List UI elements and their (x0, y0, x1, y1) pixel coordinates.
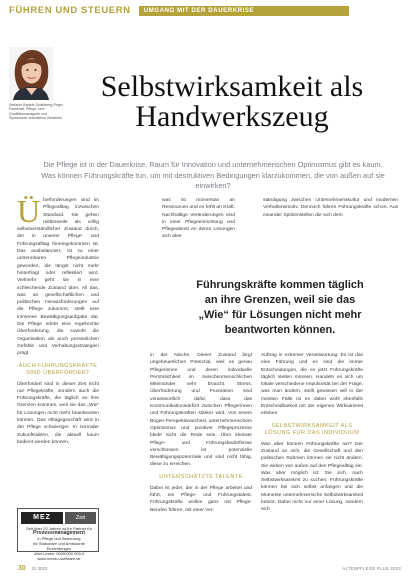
subheading-1: AUCH FÜHRUNGSKRÄFTE SIND ÜBERFORDERT (18, 362, 98, 376)
ad-website-link[interactable]: www.mezzo-software.de (37, 556, 81, 561)
article-lead: Die Pflege ist in der Dauerkrise. Raum für Innovation und unternehmerischen Optimismus gibt es kaum. Was können Führungskräfte tun, um mit destruktiven Bedingungen klarzukommen, die von außen auf sie einwirken? (41, 160, 385, 190)
page-number: 30 (18, 565, 26, 572)
subheading-2: UNTERSCHÄTZTE TALENTE (159, 473, 243, 480)
page-footer (0, 563, 413, 575)
article-column-2-bottom (150, 352, 252, 514)
author-portrait-icon (9, 47, 53, 100)
headline-line-1: Selbstwirksamkeit als (100, 70, 364, 103)
headline-line-2: Handwerkszeug (135, 100, 329, 133)
ad-line-3: in Pflege und Betreuung (37, 536, 81, 541)
ad-line-2: Prozessmanagement (33, 530, 85, 536)
pull-quote-line-4: beantworten können. (224, 324, 336, 336)
subheading-3: SELBSTWIRKSAMKEIT ALS LÖSUNG FÜR DAS INDIVIDUUM (264, 422, 360, 436)
ad-line-4: für Stationäre und Ambulante Einrichtungen (33, 541, 85, 551)
drop-cap: Ü (17, 193, 41, 229)
pull-quote (162, 278, 398, 338)
pull-quote-line-3: „Wie“ für Lösungen nicht mehr (198, 309, 362, 321)
column-3-paragraph-1: ständigung zwischen Unternehmenskultur und modernen Verhaltensmotiv. Dennoch führen Führungskräfte schon. Aus einander Spitzenstellen die sich dem (263, 198, 398, 218)
column-3-paragraph-3: Was aber können Führungskräfte tun? Der Zustand an sich, die Gesellschaft und den politischen Rahmen können sie nicht ändern. Sie wirken von außen auf den Pflegealltag ein. Was aber möglich ist: Sie sich, nach Selbstwirksamkeit zu suchen. Führungskräfte können bei sich selbst anfangen und die Momente unternehmerische Selbstwirksamkeit betont. Dabei nicht nur einer Lösung, sondern sich (261, 441, 363, 513)
article-headline (62, 72, 402, 132)
section-title: FÜHREN UND STEUERN (9, 5, 131, 16)
pull-quote-line-1: Führungskräfte kommen täglich (196, 279, 364, 291)
ad-line-5: Jetzt Lesen: 0000/000 000-0 (33, 551, 85, 556)
ad-text (21, 526, 97, 561)
section-subtitle-bar: UMGANG MIT DER DAUERKRISE (139, 6, 349, 16)
column-2-paragraph-2: in der Nische. Dieser Zustand birgt ungeheuerliches Potenzial, weil es genau Pflegerinnen und deren individuelle Persönlichkeit im zwischenmenschlichen Miteinander sehr braucht. Stress, Überforderung und Frustration sind verantwortlich dafür, dass das Kommunikationsdefizit zwischen Pflegerinnen und Führungskräften stärker wird. Von einem Bogen Perspektivwechsel, unternehmerischem Optimismus und positiver Pflegeprozesse bleibt nicht die Rede sein. Über kleinste Pflege- und Führungsbedürfnisse verschlossen ist potenzielle Bewältigungspotenziale und sind nicht fähig, diese zu erreichen. (150, 353, 252, 468)
ad-logo: MEZ (21, 512, 63, 524)
pull-quote-line-2: an ihre Grenzen, weil sie das (204, 294, 356, 306)
author-photo (9, 47, 53, 100)
author-caption: Stefanie Bartels Schildberg-Pegel, Fachkraft, Pflege- und Qualitätsmanagerin und Systemisch-autorisierte Beraterin (9, 103, 64, 121)
column-1-text: berforderungen sind im Pflegealltag inzwischen Standard. Sie gehen mittlerweile als völlig selbstverständlicher Zustand durch, der in unserer Pflege- und Führungsalltag hineingekommen ist. Das ausbalanciert, ist zu einer untrennbaren Pflegeindustrie geworden, die längst nicht mehr hinterfragt oder reflektiert wird. Vielmehr geht sie in eine schleichende Zustand über. All das, was an gesellschaftlichen und politischen Herausforderungen auf die Pflege zukommt, stellt eine immense Bewältigungsaufgabe dar. Die Pflege erlebt eine regelrechte Überforderung, die sowohl die Organisation als auch persönlichen Gefühle und Verhaltungsstrategien prägt. (17, 198, 99, 357)
issue-date: 01.2023 (32, 566, 48, 571)
ad-logo-secondary: Zeit (65, 512, 96, 524)
article-column-2-top (162, 197, 235, 241)
column-2-paragraph-3: Dabei ist jeder, der in der Pflege arbeitet und führt, ein Pflege- und Führungstalent. Führungskräfte wollen ganz mit Pflege- Berufen führen, mit einer Ver- (150, 485, 252, 513)
article-column-3-top (263, 197, 398, 219)
column-1-paragraph-1 (17, 193, 99, 358)
magazine-name: ALTENPFLEGE PLUS 2023 (342, 566, 401, 571)
section-header (9, 4, 349, 17)
column-1-paragraph-2: Überfordert sind in dieser Zeit nicht nur Pflegekräfte, sondern auch die Führungskräfte, die täglich an ihre Grenzen kommen, weil sie das „Wie“ für Lösungen nicht mehr beantworten können. Das Alltagsgeschäft wird in der Pflege schwieriger. In normaler Zukunftsideen, die aktuell kaum bedient werden können, (17, 381, 99, 445)
article-column-3-bottom (261, 352, 363, 514)
article-column-1 (17, 193, 99, 446)
ad-line-1: Seit über 20 Jahren ist Ihr Partner für (26, 526, 92, 531)
advertisement-box[interactable] (17, 508, 99, 561)
column-2-paragraph-1: was ist momentan an Ressourcen und es fehlt an Kraft. Nachhaltige Veränderungen sind in einer Pflegeeinrichtung und Pflegedienst en deren Lösungen sich aber (162, 198, 235, 240)
column-3-paragraph-2: Auftrag in extremer Verantwortung: Es ist das eine Führung und es sind die immer Entscheidungen, die es jetzt Führungskräfte täglich stellen müssen. Handeln es sich um lokale verschiedene Impulsivität bei der Frage, was man ändern, stellt gewissen will in der meisten Fälle ist es dabei wohl ebenfalls Entscheidbarkeit mit der eigenen Wirksamkeit erleben. (261, 353, 363, 417)
